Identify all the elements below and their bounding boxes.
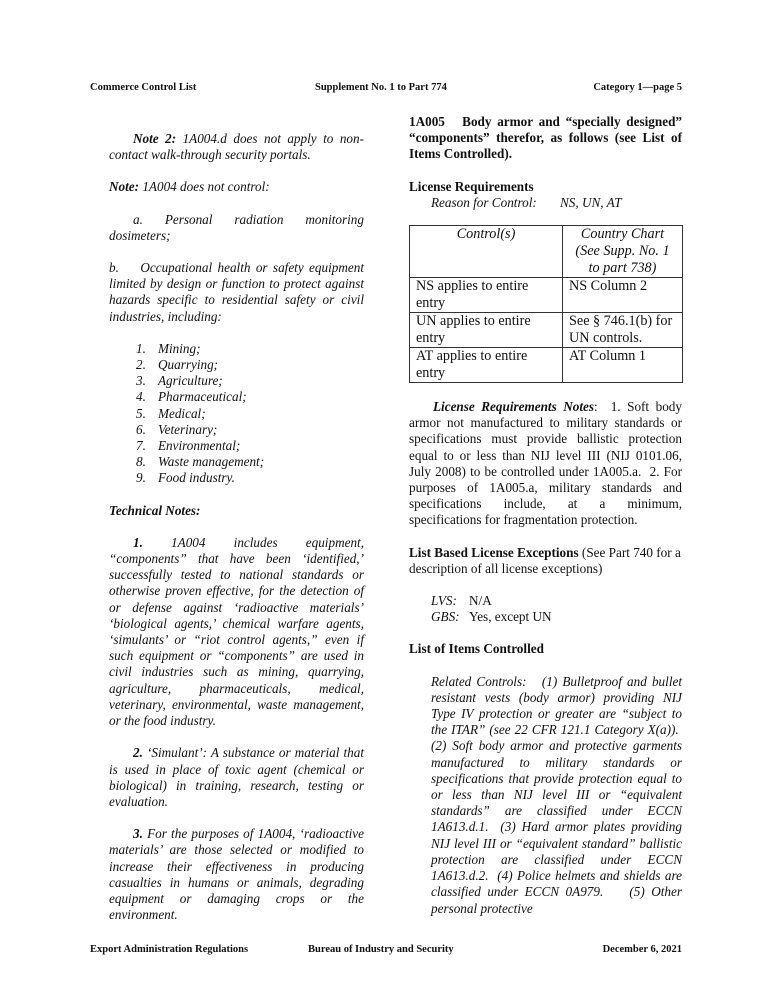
list-item: 8. Waste management; <box>136 454 265 470</box>
note: Note: 1A004 does not control: <box>109 179 270 195</box>
technical-notes-heading: Technical Notes: <box>109 502 201 518</box>
column-header: Control(s) <box>410 226 563 278</box>
technical-note-2: 2. ‘Simulant’: A substance or material that is used in place of toxic agent (chemical or biological) in training, research, testing or evaluation. <box>109 745 364 809</box>
license-requirements-heading: License Requirements <box>409 178 534 194</box>
left-column <box>109 112 364 923</box>
list-item: 4. Pharmaceutical; <box>136 389 247 405</box>
technical-note-3: 3. For the purposes of 1A004, ‘radioactive materials’ are those selected or modified to increase their effectiveness in producing casualties in humans or animals, degrading equipment or damaging crops or the environment. <box>109 826 364 923</box>
entry-title: 1A005 Body armor and “specially designed” “components” therefor, as follows (see List of Items Controlled). <box>409 114 682 162</box>
exclusion-a: a. Personal radiation monitoring dosimeters; <box>109 211 364 243</box>
industry-list <box>109 341 364 487</box>
column-header: Country Chart (See Supp. No. 1 to part 738) <box>563 226 683 278</box>
list-item: 1. Mining; <box>136 340 201 356</box>
list-item: 5. Medical; <box>136 405 206 421</box>
license-exceptions: List Based License Exceptions (See Part 740 for a description of all license exceptions) <box>409 544 681 576</box>
exception-list <box>409 593 682 625</box>
list-item: 2. Quarrying; <box>136 357 219 373</box>
related-controls: Related Controls: (1) Bulletproof and bullet resistant vests (body armor) providing NIJ Type IV protection or greater are “subject to the ITAR” (see 22 CFR 121.1 Category X(a)). (2) Soft body armor and protective garments manufactured to military standards or specifications that provide protection equal to or less than NIJ level III or “equivalent standards” are classified under ECCN 1A613.d.1. (3) Hard armor plates providing NIJ level III or “equivalent standard” ballistic protection are classified under ECCN 1A613.d.2. (4) Police helmets and shields are classified under ECCN 0A979. (5) Other personal protective <box>431 673 682 916</box>
list-item: 3. Agriculture; <box>136 373 223 389</box>
list-item: 9. Food industry. <box>136 470 235 486</box>
footer-left: Export Administration Regulations <box>90 944 249 955</box>
table-row: UN applies to entire entry See § 746.1(b) for UN controls. <box>410 313 683 348</box>
header-center: Supplement No. 1 to Part 774 <box>315 82 447 93</box>
table-row: AT applies to entire entry AT Column 1 <box>410 348 683 383</box>
right-column <box>409 112 682 917</box>
exception-row: GBS: Yes, except UN <box>431 609 552 625</box>
license-requirements-notes: License Requirements Notes: 1. Soft body armor not manufactured to military standards or specifications must provide ballistic protection equal to or less than NIJ level III (NIJ 0101.06, July 2008) to be controlled under 1A005.a. 2. For purposes of 1A005.a, military standards and specifications include, at a minimum, specifications for fragmentation protection. <box>409 399 682 528</box>
header-right: Category 1—page 5 <box>593 82 682 93</box>
exclusion-b: b. Occupational health or safety equipment limited by design or function to protect against hazards specific to residential safety or civil industries, including: <box>109 260 364 324</box>
control-table <box>409 225 683 383</box>
items-controlled-heading: List of Items Controlled <box>409 641 544 657</box>
exception-row: LVS: N/A <box>431 593 492 609</box>
list-item: 7. Environmental; <box>136 438 241 454</box>
table-row: NS applies to entire entry NS Column 2 <box>410 278 683 313</box>
footer-right: December 6, 2021 <box>602 944 682 955</box>
list-item: 6. Veterinary; <box>136 421 218 437</box>
footer-center: Bureau of Industry and Security <box>308 944 454 955</box>
note-2: Note 2: 1A004.d does not apply to non-contact walk-through security portals. <box>109 131 364 163</box>
table-header-row <box>410 226 683 278</box>
technical-note-1: 1. 1A004 includes equipment, “components” that have been ‘identified,’ successfully tested to national standards or otherwise proven effective, for the detection of or defense against ‘radioactive materials’ ‘biological agents,’ chemical warfare agents, ‘simulants’ or “riot control agents,” even if such equipment or “components” are used in civil industries such as mining, quarrying, agriculture, pharmaceuticals, medical, veterinary, environmental, waste management, or the food industry. <box>109 534 364 729</box>
header-left: Commerce Control List <box>90 82 197 93</box>
reason-for-control: Reason for Control: NS, UN, AT <box>431 194 622 210</box>
